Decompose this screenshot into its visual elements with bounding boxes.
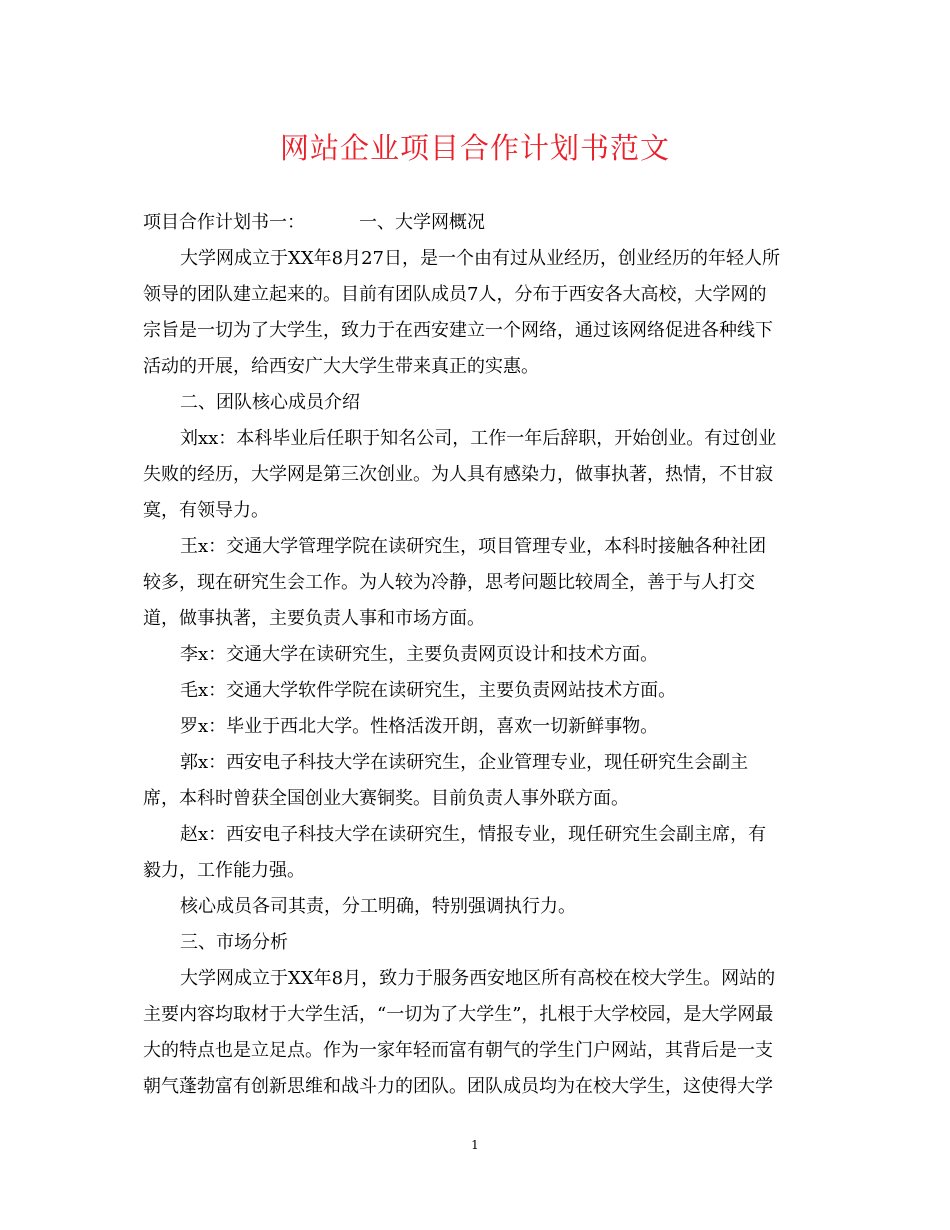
line-text: 席，本科时曾获全国创业大赛铜奖。目前负责人事外联方面。 <box>143 788 629 809</box>
paragraph-line <box>143 205 813 241</box>
paragraph-line <box>143 709 813 745</box>
line-text: 毅力，工作能力强。 <box>143 860 305 881</box>
paragraph-line <box>143 925 813 961</box>
paragraph-line <box>143 529 813 565</box>
paragraph-line <box>143 241 813 277</box>
line-text: 二、团队核心成员介绍 <box>180 392 360 413</box>
paragraph-line <box>143 457 813 493</box>
line-text: 道，做事执著，主要负责人事和市场方面。 <box>143 608 485 629</box>
paragraph-line <box>143 385 813 421</box>
paragraph-line <box>143 313 813 349</box>
line-text: 宗旨是一切为了大学生，致力于在西安建立一个网络，通过该网络促进各种线下 <box>143 320 773 341</box>
line-text: 领导的团队建立起来的。目前有团队成员7人，分布于西安各大高校，大学网的 <box>143 284 767 305</box>
line-text: 郭x：西安电子科技大学在读研究生，企业管理专业，现任研究生会副主 <box>180 752 749 773</box>
paragraph-line <box>143 1069 813 1105</box>
line-text: 大的特点也是立足点。作为一家年轻而富有朝气的学生门户网站，其背后是一支 <box>143 1040 773 1061</box>
line-text: 一、大学网概况 <box>359 212 485 233</box>
line-text: 失败的经历，大学网是第三次创业。为人具有感染力，做事执著，热情，不甘寂 <box>143 464 773 485</box>
paragraph-line <box>143 889 813 925</box>
paragraph-line <box>143 421 813 457</box>
paragraph-line <box>143 781 813 817</box>
paragraph-line <box>143 745 813 781</box>
line-text: 核心成员各司其责，分工明确，特别强调执行力。 <box>180 896 576 917</box>
paragraph-line <box>143 565 813 601</box>
line-text: 活动的开展，给西安广大大学生带来真正的实惠。 <box>143 356 539 377</box>
line-text: 大学网成立于XX年8月27日，是一个由有过从业经历，创业经历的年轻人所 <box>180 248 780 269</box>
paragraph-line <box>143 637 813 673</box>
line-text: 毛x：交通大学软件学院在读研究生，主要负责网站技术方面。 <box>180 680 677 701</box>
paragraph-line <box>143 961 813 997</box>
paragraph-line <box>143 673 813 709</box>
line-text: 罗x：毕业于西北大学。性格活泼开朗，喜欢一切新鲜事物。 <box>180 716 659 737</box>
line-text: 赵x：西安电子科技大学在读研究生，情报专业，现任研究生会副主席，有 <box>180 824 767 845</box>
paragraph-line <box>143 277 813 313</box>
line-text: 较多，现在研究生会工作。为人较为冷静，思考问题比较周全，善于与人打交 <box>143 572 755 593</box>
line-text: 大学网成立于XX年8月，致力于服务西安地区所有高校在校大学生。网站的 <box>180 968 776 989</box>
paragraph-line <box>143 601 813 637</box>
document-title: 网站企业项目合作计划书范文 <box>279 131 670 165</box>
line-text: 李x：交通大学在读研究生，主要负责网页设计和技术方面。 <box>180 644 659 665</box>
line-text: 主要内容均取材于大学生活，“一切为了大学生”，扎根于大学校园，是大学网最 <box>143 1004 774 1025</box>
line-text: 寞，有领导力。 <box>143 500 269 521</box>
line-text: 王x：交通大学管理学院在读研究生，项目管理专业，本科时接触各种社团 <box>180 536 767 557</box>
paragraph-line <box>143 493 813 529</box>
paragraph-line <box>143 997 813 1033</box>
page-number: 1 <box>471 1138 479 1152</box>
document-body <box>143 205 813 1105</box>
line-text: 朝气蓬勃富有创新思维和战斗力的团队。团队成员均为在校大学生，这使得大学 <box>143 1076 773 1097</box>
paragraph-line <box>143 817 813 853</box>
line-lead-text: 项目合作计划书一： <box>143 212 305 233</box>
paragraph-line <box>143 349 813 385</box>
paragraph-line <box>143 853 813 889</box>
line-text: 三、市场分析 <box>180 932 288 953</box>
paragraph-line <box>143 1033 813 1069</box>
line-text: 刘xx：本科毕业后任职于知名公司，工作一年后辞职，开始创业。有过创业 <box>180 428 777 449</box>
